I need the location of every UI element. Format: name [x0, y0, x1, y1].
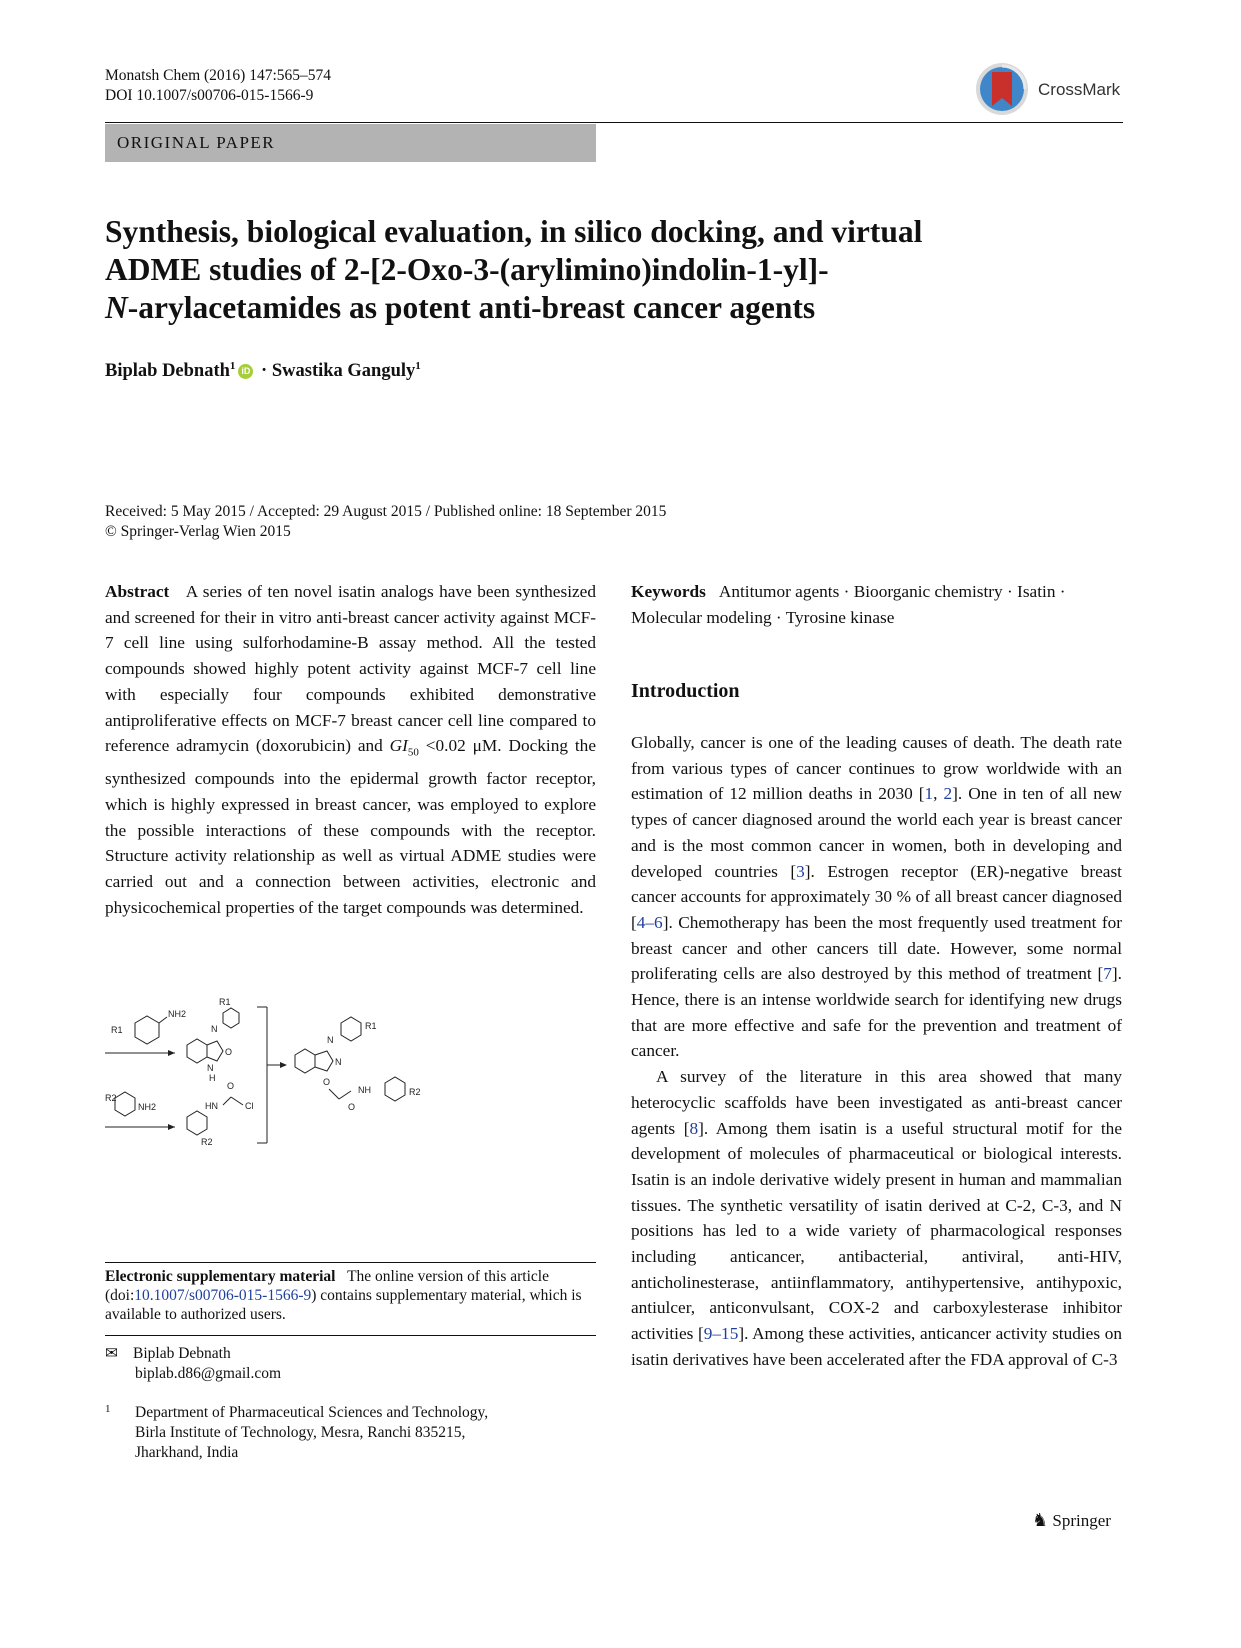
- doi-line: DOI 10.1007/s00706-015-1566-9: [105, 87, 314, 104]
- keywords: [631, 579, 1122, 630]
- springer-horse-icon: ♞: [1032, 1510, 1049, 1530]
- publication-dates: [105, 502, 666, 542]
- scheme-label-nh2-b: NH2: [138, 1102, 157, 1112]
- correspondence-name-row: [105, 1344, 281, 1364]
- supplementary-note: [105, 1267, 596, 1324]
- ref-link-8[interactable]: 8: [689, 1118, 699, 1138]
- publisher-logo: [1032, 1510, 1111, 1531]
- scheme-label-o-b: N: [335, 1057, 342, 1067]
- correspondence-name: Biplab Debnath: [133, 1345, 231, 1362]
- copyright-line: © Springer-Verlag Wien 2015: [105, 523, 291, 540]
- crossmark-badge[interactable]: [975, 62, 1125, 116]
- scheme-label-r2-b: R2: [201, 1137, 213, 1147]
- scheme-label-n-a: N: [207, 1063, 214, 1073]
- abstract-text-1: A series of ten novel isatin analogs have been synthesized and screened for their in vitro anti-breast cancer activity against MCF-7 cell line using sulforhodamine-B assay method. All the tested compounds showed highly potent activity against MCF-7 cell line with especially four compounds exhibited demonstrative antiproliferative effects on MCF-7 breast cancer cell line compared to reference adramycin (doxorubicin) and: [105, 582, 596, 756]
- esm-text-1: The online version of this article (doi:: [105, 1268, 549, 1304]
- abstract-text-2: <0.02 μM. Docking the synthesized compounds into the epidermal growth factor receptor, which is highly expressed in breast cancer, was employed to explore the possible interactions of these compounds with the receptor. Structure activity relationship as well as virtual ADME studies were carried out and a connection between activities, electronic and physicochemical properties of the target compounds was determined.: [105, 736, 596, 917]
- author-separator: ·: [256, 361, 272, 382]
- intro-paragraph-2: [631, 1064, 1122, 1372]
- affiliation-number: 1: [105, 1403, 111, 1415]
- correspondence: [105, 1344, 281, 1384]
- paper-title: [105, 213, 1005, 327]
- esm-heading: Electronic supplementary material: [105, 1268, 336, 1285]
- esm-rule: [105, 1262, 596, 1263]
- scheme-label-n-d: N: [327, 1035, 334, 1045]
- ref-link-2[interactable]: 2: [943, 784, 953, 804]
- scheme-label-o-a: O: [225, 1047, 233, 1057]
- ref-link-7[interactable]: 7: [1103, 964, 1112, 984]
- intro-p1-f: ]. Hence, there is an intense worldwide search for identifying new drugs that are more effective and safe for the prevention and treatment of cancer.: [631, 964, 1122, 1061]
- scheme-label-n-c: O: [323, 1077, 331, 1087]
- intro-p2-c: ]. Among these activities, anticancer activity studies on isatin derivatives have been accelerated after the FDA approval of C-3: [631, 1324, 1122, 1369]
- scheme-label-cl: Cl: [245, 1101, 254, 1111]
- publisher-name: Springer: [1052, 1511, 1111, 1530]
- scheme-label-r2-c: R2: [105, 1093, 117, 1103]
- scheme-label-n-b: N: [211, 1024, 218, 1034]
- title-italic-n: N: [105, 290, 128, 325]
- affiliation-line-3: Jharkhand, India: [135, 1444, 239, 1461]
- affiliation: [105, 1403, 488, 1463]
- abstract-gi-sub: 50: [407, 746, 419, 759]
- affiliation-line-1: Department of Pharmaceutical Sciences and Technology,: [135, 1404, 489, 1421]
- doi-link[interactable]: 10.1007/s00706-015-1566-9: [134, 1287, 312, 1304]
- ref-link-3[interactable]: 3: [796, 861, 805, 881]
- section-label: ORIGINAL PAPER: [105, 124, 596, 162]
- intro-p2-a: A survey of the literature in this area showed that many heterocyclic scaffolds have been investigated as anti-breast cancer agents [: [631, 1067, 1122, 1138]
- intro-paragraph-1: [631, 730, 1122, 1064]
- title-line-3: [105, 289, 1005, 327]
- introduction-body: [631, 730, 1122, 1373]
- intro-p2-b: ]. Among them isatin is a useful structural motif for the development of molecules of pharmaceutical or biological interests. Isatin is an indole derivative widely present in human and mammalian tissues. The synthetic versatility of isatin derived at C-2, C-3, and N positions has led to a wide variety of pharmacological responses including anticancer, antibacterial, antiviral, anti-HIV, anticholinesterase, antiinflammatory, antihypertensive, antihypoxic, antiulcer, anticonvulsant, COX-2 and carboxylesterase inhibitor activities [: [631, 1118, 1122, 1344]
- author-2-name[interactable]: Swastika Ganguly: [271, 361, 416, 382]
- scheme-label-r2-a: R2: [409, 1087, 421, 1097]
- title-line-2: ADME studies of 2-[2-Oxo-3-(arylimino)indolin-1-yl]-: [105, 252, 829, 287]
- author-2-affil: 1: [415, 360, 421, 372]
- ref-link-4-6[interactable]: 4–6: [636, 912, 663, 932]
- dates-line: Received: 5 May 2015 / Accepted: 29 August 2015 / Published online: 18 September 2015: [105, 503, 667, 520]
- abstract: [105, 579, 596, 921]
- intro-p1-a: Globally, cancer is one of the leading causes of death. The death rate from various types of cancer continues to grow worldwide with an estimation of 12 million deaths in 2030 [: [631, 733, 1122, 804]
- correspondence-email[interactable]: biplab.d86@gmail.com: [135, 1365, 282, 1382]
- title-line-3-rest: -arylacetamides as potent anti-breast cancer agents: [127, 290, 816, 325]
- intro-p1-e: ]. Chemotherapy has been the most frequently used treatment for breast cancer and other cancers till date. However, some normal proliferating cells are also destroyed by this method of treatment [: [631, 912, 1122, 984]
- scheme-label-o-c: O: [348, 1102, 356, 1112]
- reaction-scheme: [105, 997, 585, 1190]
- scheme-label-nh: NH: [358, 1085, 371, 1095]
- author-1-affil: 1: [229, 360, 236, 372]
- esm-text-2: ) contains supplementary material, which is available to authorized users.: [105, 1287, 582, 1323]
- correspondence-rule: [105, 1335, 596, 1336]
- affiliation-line-2: Birla Institute of Technology, Mesra, Ranchi 835215,: [135, 1424, 466, 1441]
- ref-link-1[interactable]: 1: [924, 784, 934, 804]
- scheme-label-r1-b: R1: [219, 997, 231, 1007]
- journal-meta: [105, 66, 331, 106]
- abstract-heading: Abstract: [105, 582, 170, 601]
- keywords-heading: Keywords: [631, 582, 706, 601]
- crossmark-label: CrossMark: [1038, 80, 1121, 99]
- orcid-icon[interactable]: iD: [238, 364, 253, 379]
- author-1-name[interactable]: Biplab Debnath: [105, 361, 230, 382]
- intro-p1-b: ,: [933, 784, 944, 804]
- abstract-gi: GI: [389, 736, 408, 756]
- scheme-label-h-a: H: [209, 1073, 216, 1083]
- ref-link-9-15[interactable]: 9–15: [703, 1324, 739, 1344]
- scheme-label-hn: HN: [205, 1101, 218, 1111]
- header-rule: [105, 122, 1123, 123]
- envelope-icon: ✉: [105, 1345, 118, 1362]
- title-line-1: Synthesis, biological evaluation, in silico docking, and virtual: [105, 214, 923, 249]
- intro-p1-c: ]. One in ten of all new types of cancer diagnosed around the world each year is breast cancer and is the most common cancer in women, both in developing and developed countries [: [631, 784, 1123, 881]
- journal-line: Monatsh Chem (2016) 147:565–574: [105, 67, 332, 84]
- scheme-label-r1-a: R1: [111, 1025, 123, 1035]
- crossmark-icon: [975, 62, 1031, 116]
- introduction-heading: Introduction: [631, 680, 740, 702]
- scheme-label-o-d: O: [227, 1081, 235, 1091]
- intro-p1-d: ]. Estrogen receptor (ER)-negative breast cancer accounts for approximately 30 % of all breast cancer diagnosed [: [631, 861, 1122, 932]
- scheme-label-nh2-a: NH2: [168, 1009, 187, 1019]
- scheme-label-r1-c: R1: [365, 1021, 377, 1031]
- author-list: [105, 360, 421, 382]
- keywords-text: Antitumor agents · Bioorganic chemistry · Isatin · Molecular modeling · Tyrosine kinase: [631, 582, 1066, 627]
